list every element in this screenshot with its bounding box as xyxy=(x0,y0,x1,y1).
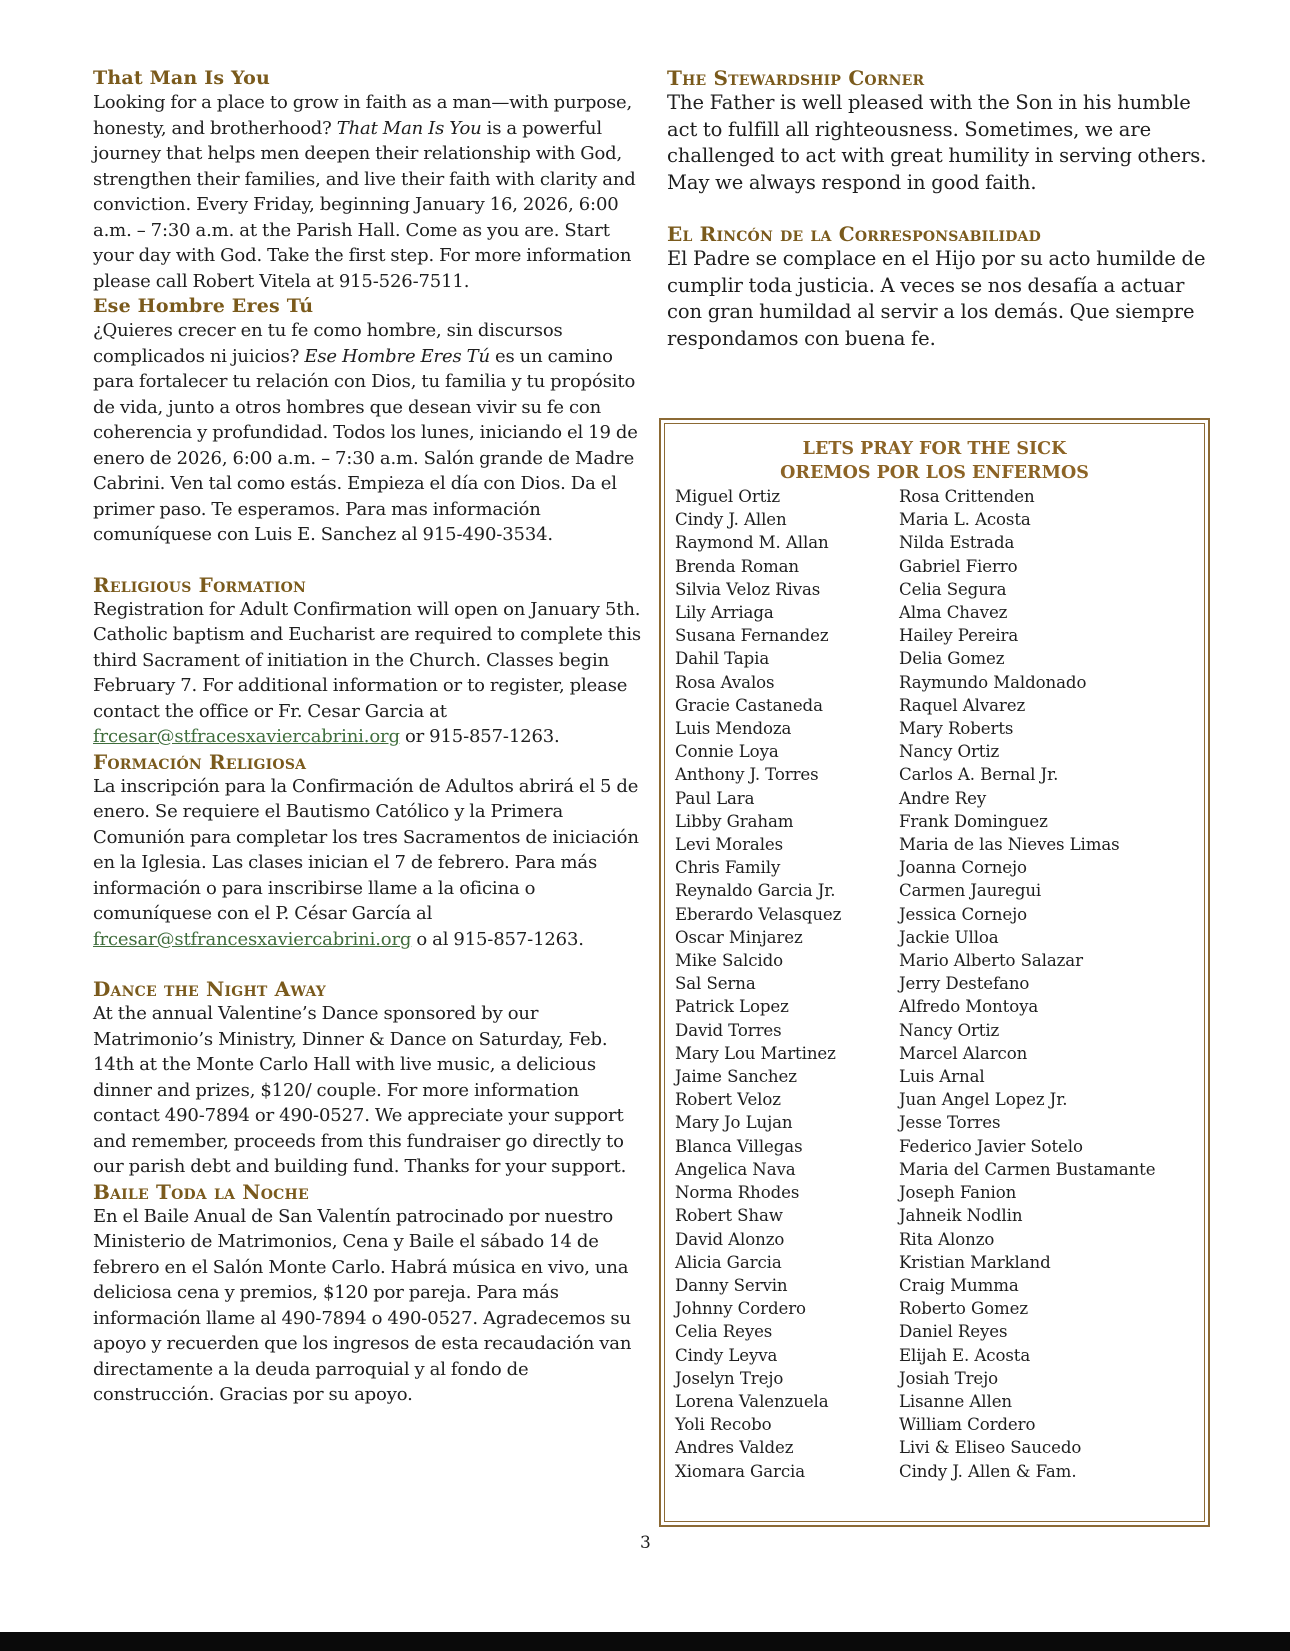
sick-name: Yoli Recobo xyxy=(675,1415,772,1435)
sick-name: Brenda Roman xyxy=(675,556,800,576)
sick-name: Miguel Ortiz xyxy=(675,487,781,506)
right-column xyxy=(667,66,1212,352)
sick-name: Joselyn Trejo xyxy=(675,1368,784,1388)
sick-name: Josiah Trejo xyxy=(899,1368,999,1388)
sick-name: Jessica Cornejo xyxy=(899,904,1028,924)
sick-names xyxy=(665,485,1204,1483)
sick-name: Carlos A. Bernal Jr. xyxy=(899,765,1059,785)
religious-formation-text: Registration for Adult Confirmation will open on January 5th. Catholic baptism and Eucharist are required to complete this third Sacrament of initiation in the Church. Classes begin February 7. For additional information or to register, please contact the office or Fr. Cesar Garcia at frcesar@stfracesxaviercabrini.org or 915-857-1263. xyxy=(93,598,642,747)
sick-name: Paul Lara xyxy=(675,788,755,808)
sick-name: Lily Arriaga xyxy=(675,603,774,623)
sick-name: Angelica Nava xyxy=(675,1159,796,1179)
sick-name: Robert Shaw xyxy=(675,1206,783,1226)
sick-name: Celia Segura xyxy=(899,579,1007,599)
stewardship-heading: The Stewardship Corner xyxy=(667,66,925,90)
sick-name: Frank Dominguez xyxy=(899,811,1048,831)
sick-name: Libby Graham xyxy=(675,811,794,831)
formacion-religiosa-text: La inscripción para la Confirmación de Adultos abrirá el 5 de enero. Se requiere el Bautismo Católico y la Primera Comunión para completar los tres Sacramentos de iniciación en la Iglesia. Las clases inician el 7 de febrero. Para más información o para inscribirse llame a la oficina o comuníquese con el P. César García al frcesar@stfrancesxaviercabrini.org o al 915-857-1263. xyxy=(93,775,639,950)
sick-name: Raymundo Maldonado xyxy=(899,672,1087,692)
sick-name: Joseph Fanion xyxy=(899,1183,1017,1203)
sick-name: Luis Arnal xyxy=(899,1067,985,1087)
sick-name: Gracie Castaneda xyxy=(675,695,823,715)
sick-name: Federico Javier Sotelo xyxy=(899,1136,1083,1156)
sick-name: Kristian Markland xyxy=(899,1252,1051,1272)
ese-hombre-text: ¿Quieres crecer en tu fe como hombre, sin discursos complicados ni juicios? Ese Hombre Eres Tú es un camino para fortalecer tu relación con Dios, tu familia y tu propósito de vida, junto a otros hombres que desean vivir su fe con coherencia y profundidad. Todos los lunes, iniciando el 19 de enero de 2026, 6:00 a.m. – 7:30 a.m. Salón grande de Madre Cabrini. Ven tal como estás. Empieza el día con Dios. Da el primer paso. Te esperamos. Para mas información comuníquese con Luis E. Sanchez al 915-490-3534. xyxy=(93,320,638,545)
sick-name: Mike Salcido xyxy=(675,951,784,971)
bottom-edge-bar xyxy=(0,1632,1290,1651)
sick-name: Maria L. Acosta xyxy=(899,510,1031,530)
rincon-heading: El Rincón de la Corresponsabilidad xyxy=(667,222,1041,246)
sick-title-es: OREMOS POR LOS ENFERMOS xyxy=(780,463,1089,483)
sick-list-inner-border xyxy=(664,423,1205,1522)
sick-name: Jahneik Nodlin xyxy=(899,1206,1023,1226)
sick-name: Xiomara Garcia xyxy=(675,1461,806,1481)
that-man-text: Looking for a place to grow in faith as a man—with purpose, honesty, and brotherhood? That Man Is You is a powerful journey that helps men deepen their relationship with God, strengthen their families, and live their faith with clarity and conviction. Every Friday, beginning January 16, 2026, 6:00 a.m. – 7:30 a.m. at the Parish Hall. Come as you are. Start your day with God. Take the first step. For more information please call Robert Vitela at 915-526-7511. xyxy=(93,92,636,292)
sick-name: Jerry Destefano xyxy=(899,974,1030,994)
sick-name: Robert Veloz xyxy=(675,1090,781,1110)
sick-name: Rosa Crittenden xyxy=(899,487,1035,506)
sick-name: William Cordero xyxy=(899,1415,1036,1435)
sick-names-column-1 xyxy=(675,485,899,1483)
sick-name: David Alonzo xyxy=(675,1229,785,1249)
sick-name: Jaime Sanchez xyxy=(675,1067,797,1087)
sick-name: Johnny Cordero xyxy=(675,1299,806,1319)
religious-formation-heading: Religious Formation xyxy=(93,572,307,597)
dance-text: At the annual Valentine’s Dance sponsored by our Matrimonio’s Ministry, Dinner & Dance on Saturday, Feb. 14th at the Monte Carlo Hall with live music, a delicious dinner and prizes, $120/ couple. For more information contact 490-7894 or 490-0527. We appreciate your support and remember, proceeds from this fundraiser go directly to our parish debt and building fund. Thanks for your support. xyxy=(93,1003,627,1177)
sick-name: Norma Rhodes xyxy=(675,1183,800,1203)
sick-name: Oscar Minjarez xyxy=(675,927,803,947)
sick-name: Cindy J. Allen xyxy=(675,510,787,530)
sick-name: Rosa Avalos xyxy=(675,672,775,692)
sick-name: Craig Mumma xyxy=(899,1275,1019,1295)
baile-text: En el Baile Anual de San Valentín patrocinado por nuestro Ministerio de Matrimonios, Cena y Baile el sábado 14 de febrero en el Salón Monte Carlo. Habrá música en vivo, una deliciosa cena y premios, $120 por pareja. Para más información llame al 490-7894 o 490-0527. Agradecemos su apoyo y recuerden que los ingresos de esta recaudación van directamente a la deuda parroquial y al fondo de construcción. Gracias por su apoyo. xyxy=(93,1205,632,1405)
sick-name: Lisanne Allen xyxy=(899,1391,1013,1411)
sick-name: Mary Roberts xyxy=(899,719,1014,739)
sick-name: Gabriel Fierro xyxy=(899,556,1018,576)
sick-name: Jesse Torres xyxy=(899,1113,1001,1133)
sick-name: Lorena Valenzuela xyxy=(675,1391,829,1411)
ese-hombre-heading: Ese Hombre Eres Tú xyxy=(93,295,314,317)
sick-name: Patrick Lopez xyxy=(675,997,789,1017)
sick-name: Alfredo Montoya xyxy=(899,997,1039,1017)
sick-name: Luis Mendoza xyxy=(675,719,792,739)
sick-name: Nancy Ortiz xyxy=(899,1020,1000,1040)
sick-name: Silvia Veloz Rivas xyxy=(675,579,821,599)
sick-title-en: LETS PRAY FOR THE SICK xyxy=(802,439,1067,459)
sick-name: Jackie Ulloa xyxy=(899,927,999,947)
email-link-es[interactable]: frcesar@stfrancesxaviercabrini.org xyxy=(93,928,412,950)
sick-name: Susana Fernandez xyxy=(675,626,829,646)
sick-name: Cindy Leyva xyxy=(675,1345,778,1365)
sick-name: Raymond M. Allan xyxy=(675,533,829,553)
sick-name: Elijah E. Acosta xyxy=(899,1345,1031,1365)
baile-heading: Baile Toda la Noche xyxy=(93,1179,309,1204)
dance-heading: Dance the Night Away xyxy=(93,977,326,1001)
sick-name: Eberardo Velasquez xyxy=(675,904,842,924)
sick-name: Nilda Estrada xyxy=(899,533,1015,553)
sick-name: Danny Servin xyxy=(675,1275,788,1295)
sick-name: Chris Family xyxy=(675,858,781,878)
sick-name: Blanca Villegas xyxy=(675,1136,803,1156)
sick-name: Mary Lou Martinez xyxy=(675,1043,836,1063)
sick-name: Mary Jo Lujan xyxy=(675,1113,793,1133)
sick-name: Alma Chavez xyxy=(899,603,1008,623)
sick-name: Maria de las Nieves Limas xyxy=(899,835,1120,855)
sick-name: Livi & Eliseo Saucedo xyxy=(899,1438,1082,1458)
sick-name: Reynaldo Garcia Jr. xyxy=(675,881,836,901)
sick-name: Dahil Tapia xyxy=(675,649,770,669)
sick-name: Sal Serna xyxy=(675,974,756,994)
sick-name: Mario Alberto Salazar xyxy=(899,951,1083,971)
sick-name: David Torres xyxy=(675,1020,782,1040)
sick-names-column-2 xyxy=(899,485,1155,1483)
sick-name: Raquel Alvarez xyxy=(899,695,1026,715)
sick-name: Andres Valdez xyxy=(675,1438,794,1458)
page-number: 3 xyxy=(640,1533,651,1553)
sick-name: Maria del Carmen Bustamante xyxy=(899,1159,1156,1179)
sick-name: Daniel Reyes xyxy=(899,1322,1008,1342)
sick-name: Roberto Gomez xyxy=(899,1299,1029,1319)
sick-name: Andre Rey xyxy=(899,788,987,808)
sick-name: Levi Morales xyxy=(675,835,784,855)
sick-name: Marcel Alarcon xyxy=(899,1043,1028,1063)
sick-name: Rita Alonzo xyxy=(899,1229,995,1249)
rincon-text: El Padre se complace en el Hijo por su acto humilde de cumplir toda justicia. A veces se nos desafía a actuar con gran humildad al servir a los demás. Que siempre respondamos con buena fe. xyxy=(667,247,1206,350)
sick-name: Anthony J. Torres xyxy=(675,765,819,785)
sick-name: Alicia Garcia xyxy=(675,1252,782,1272)
left-column xyxy=(93,66,645,1408)
email-link-en[interactable]: frcesar@stfracesxaviercabrini.org xyxy=(93,726,400,747)
sick-list-box xyxy=(659,418,1210,1527)
sick-name: Carmen Jauregui xyxy=(899,881,1042,901)
sick-name: Delia Gomez xyxy=(899,649,1005,669)
sick-name: Cindy J. Allen & Fam. xyxy=(899,1461,1077,1481)
sick-name: Joanna Cornejo xyxy=(899,858,1027,878)
sick-name: Hailey Pereira xyxy=(899,626,1019,646)
sick-name: Connie Loya xyxy=(675,742,779,762)
stewardship-text: The Father is well pleased with the Son in his humble act to fulfill all righteousness. Sometimes, we are challenged to act with great humility in serving others. May we always respond in good faith. xyxy=(667,91,1207,194)
formacion-religiosa-heading: Formación Religiosa xyxy=(93,749,307,774)
sick-name: Nancy Ortiz xyxy=(899,742,1000,762)
sick-name: Celia Reyes xyxy=(675,1322,773,1342)
that-man-heading: That Man Is You xyxy=(93,67,271,89)
sick-name: Juan Angel Lopez Jr. xyxy=(899,1090,1068,1110)
